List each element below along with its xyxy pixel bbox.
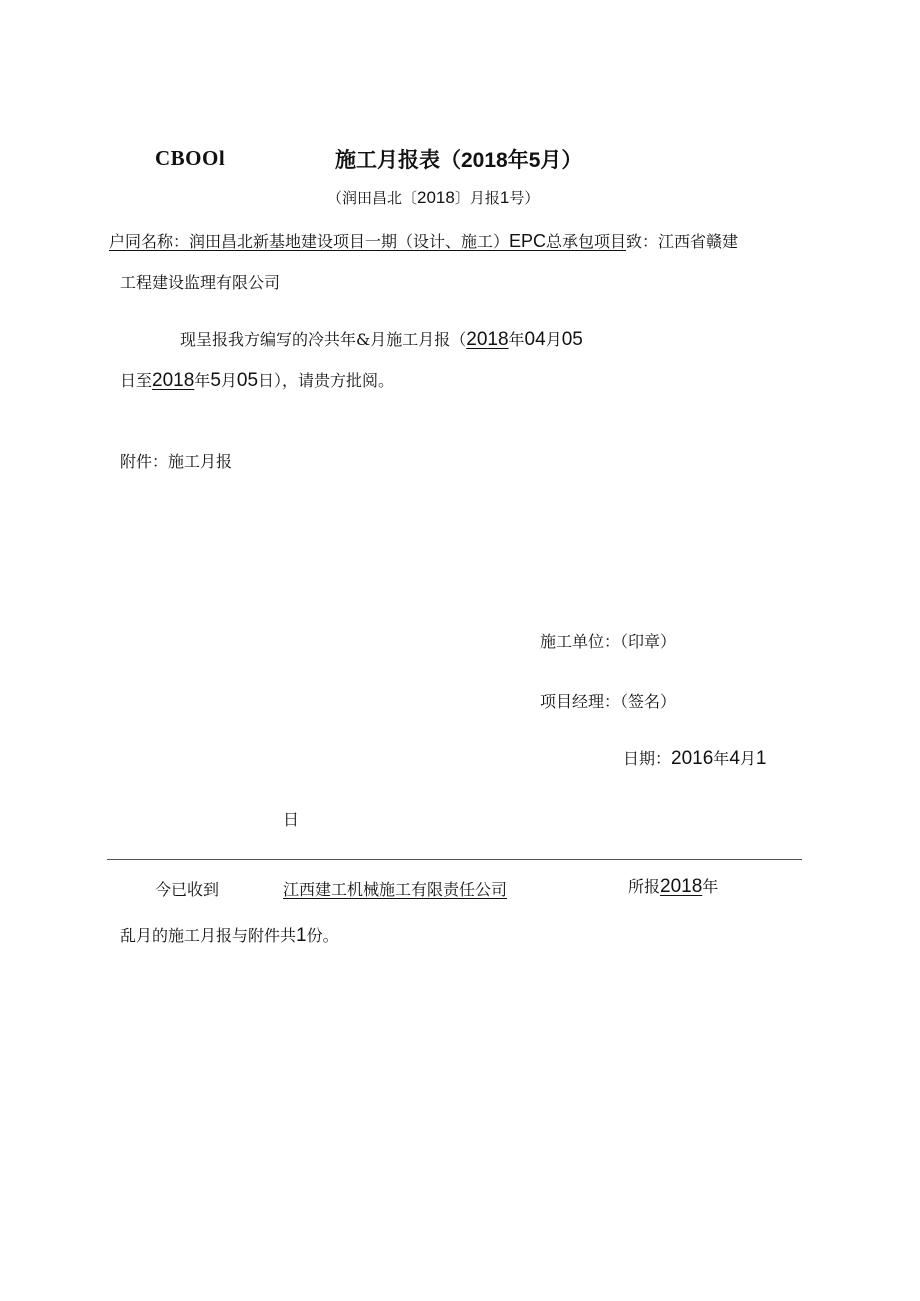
month-unit: 月 xyxy=(545,330,562,349)
title-suffix: 月） xyxy=(540,147,583,172)
recipient-name: 工程建设监理有限公司 xyxy=(120,273,281,292)
reported-prefix: 所报 xyxy=(628,877,661,896)
receipt-prefix: 今已收到 xyxy=(155,880,220,899)
form-code: CBOOl xyxy=(155,146,226,170)
project-name-label: 户同名称：润田昌北新基地建设项目一期（设计、施工） xyxy=(109,232,510,251)
line2-prefix: 日至 xyxy=(120,371,153,390)
date-line xyxy=(623,746,766,770)
body-line-1 xyxy=(180,327,583,351)
receipt-year: 2018 xyxy=(660,876,703,897)
recipient-to: 致：江西省赣建 xyxy=(626,232,739,251)
date-label: 日期： xyxy=(623,749,672,768)
doc-number-no: 1 xyxy=(499,188,510,207)
page-title xyxy=(335,144,582,174)
title-prefix: 施工月报表（ xyxy=(335,147,461,172)
project-epc: EPC xyxy=(509,231,547,251)
receipt-company: 江西建工机械施工有限责任公司 xyxy=(283,880,508,899)
date-month-unit: 月 xyxy=(739,749,756,768)
receipt-year-unit: 年 xyxy=(702,877,719,896)
start-day: 05 xyxy=(561,329,583,350)
end-year-unit: 年 xyxy=(194,371,211,390)
end-year: 2018 xyxy=(152,370,195,391)
end-month-unit: 月 xyxy=(220,371,237,390)
receipt-line-2 xyxy=(120,923,339,947)
end-month: 5 xyxy=(210,370,221,391)
doc-number-year: 2018 xyxy=(417,188,455,207)
receipt-copies: 1 xyxy=(296,925,307,946)
start-month: 04 xyxy=(524,329,546,350)
line2-suffix: 日），请贵方批阅。 xyxy=(258,371,395,390)
title-month: 5 xyxy=(528,149,541,172)
project-name-tail: 总承包项目 xyxy=(546,232,627,251)
project-line xyxy=(109,229,738,252)
receipt-line2-text: 乱月的施工月报与附件共 xyxy=(120,926,297,945)
receipt-copies-unit: 份。 xyxy=(306,926,339,945)
title-year: 2018 xyxy=(461,149,508,172)
doc-number-mid: 〕月报 xyxy=(454,189,500,207)
document-number xyxy=(327,187,539,208)
attachment-label: 附件：施工月报 xyxy=(120,452,233,471)
date-year: 2016 xyxy=(671,748,714,769)
contractor-unit-seal: 施工单位：（印章） xyxy=(540,632,677,651)
year-unit: 年 xyxy=(508,330,525,349)
receipt-year-line xyxy=(628,874,718,898)
project-manager-signature: 项目经理：（签名） xyxy=(540,692,677,711)
date-year-unit: 年 xyxy=(713,749,730,768)
body-text: 现呈报我方编写的冷共年&月施工月报（ xyxy=(180,330,467,349)
doc-number-prefix: （润田昌北〔 xyxy=(327,189,418,207)
project-name xyxy=(109,232,626,251)
date-day-unit: 日 xyxy=(283,810,300,829)
title-year-unit: 年 xyxy=(507,147,529,172)
end-day: 05 xyxy=(236,370,259,391)
section-divider xyxy=(107,859,802,860)
start-year: 2018 xyxy=(466,329,509,350)
date-month: 4 xyxy=(729,748,740,769)
doc-number-suffix: 号） xyxy=(509,189,540,207)
date-day: 1 xyxy=(755,748,767,769)
body-line-2 xyxy=(120,368,394,392)
